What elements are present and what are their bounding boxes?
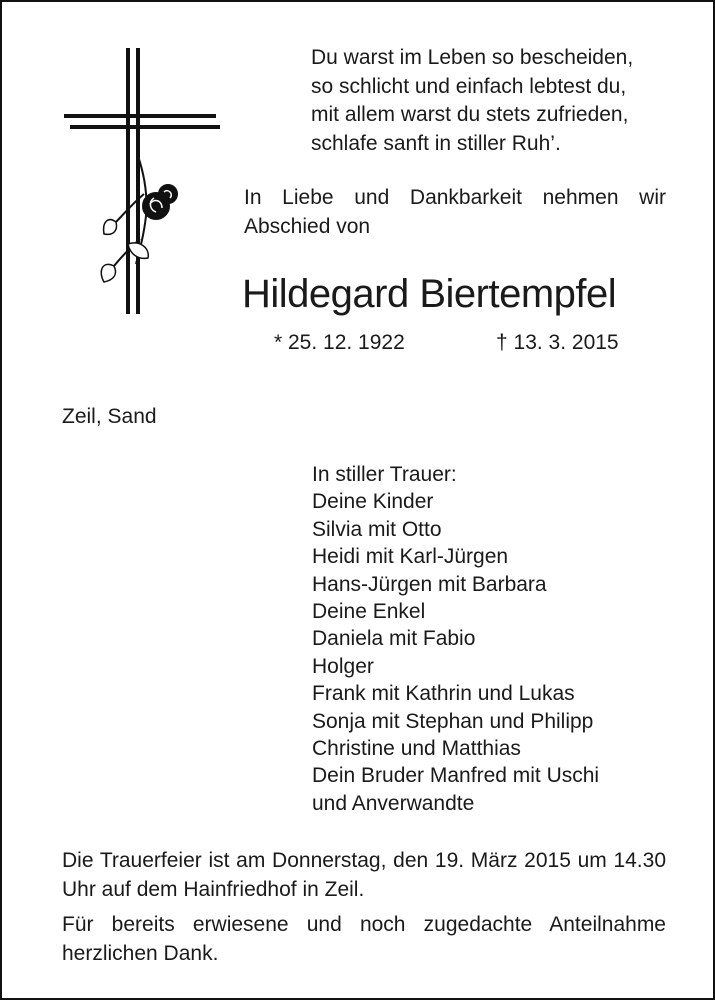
poem (311, 44, 691, 158)
poem-line: so schlicht und einfach lebtest du, (311, 74, 627, 98)
mourners-heading: In stiller Trauer: (312, 463, 457, 486)
place-names: Zeil, Sand (62, 405, 157, 428)
list-item: Silvia mit Otto (312, 517, 442, 541)
list-item: Sonja mit Stephan und Philipp (312, 709, 594, 733)
list-item: Christine und Matthias (312, 737, 521, 761)
list-item: Daniela mit Fabio (312, 627, 476, 651)
list-item: Frank mit Kathrin und Lukas (312, 682, 575, 706)
birth-date: * 25. 12. 1922 (274, 331, 405, 354)
funeral-info: Die Trauerfeier ist am Donnerstag, den 19. März 2015 um 14.30 Uhr auf dem Hainfriedhof in Zeil. (62, 849, 666, 901)
list-item: Deine Enkel (312, 600, 426, 624)
list-item: Deine Kinder (312, 490, 434, 514)
deceased-name: Hildegard Biertempfel (242, 272, 617, 316)
list-item: Heidi mit Karl-Jürgen (312, 545, 509, 569)
cross-with-rose-icon (58, 44, 228, 320)
poem-line: Du warst im Leben so bescheiden, (311, 46, 634, 69)
death-date: † 13. 3. 2015 (496, 331, 619, 354)
list-item: Hans-Jürgen mit Barbara (312, 572, 547, 596)
poem-line: schlafe sanft in stiller Ruh’. (311, 131, 561, 155)
list-item: Holger (312, 654, 374, 678)
list-item: und Anverwandte (312, 791, 475, 815)
list-item: Dein Bruder Manfred mit Uschi (312, 764, 600, 788)
poem-line: mit allem warst du stets zufrieden, (311, 103, 629, 126)
thanks-text: Für bereits erwiesene und noch zugedachte Anteilnahme herzlichen Dank. (62, 913, 666, 965)
mourners-list (312, 461, 692, 817)
intro-text: In Liebe und Dankbarkeit nehmen wir Abschied von (244, 186, 666, 238)
